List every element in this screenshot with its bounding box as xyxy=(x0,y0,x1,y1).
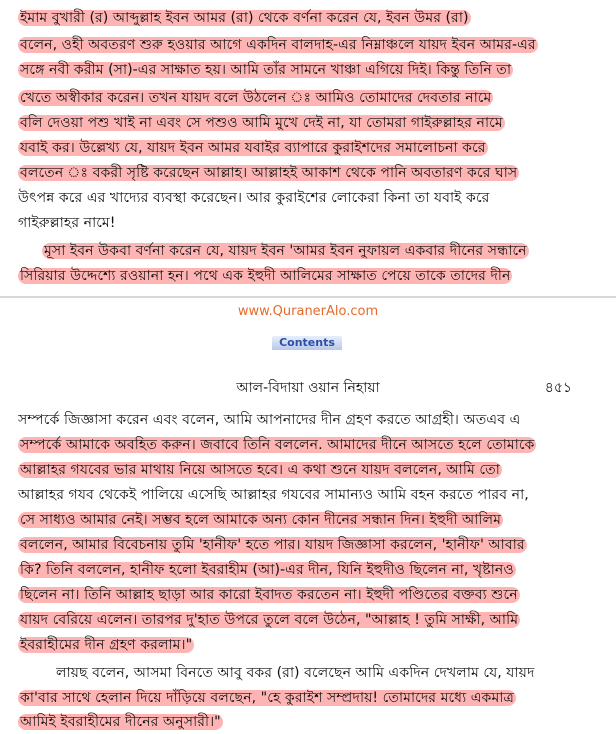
line-text: আল্লাহর গযবের ভার মাথায় নিয়ে আসতে হবে। এ কথা শুনে যায়দ বললেন, আমি তো xyxy=(20,462,500,478)
line-text: খেতে অস্বীকার করেন। তখন যায়দ বলে উঠলেন ঃ আমিও তোমাদের দেবতার নামে xyxy=(20,90,492,106)
line-text: আল্লাহর গযব থেকেই পালিয়ে এসেছি আল্লাহর গযবের সামান্যও আমি বহন করতে পারব না, xyxy=(18,487,529,503)
line-text: ইবরাহীমের দীন গ্রহণ করলাম।" xyxy=(20,637,193,653)
line-text: যবাই কর। উল্লেখ্য যে, যায়দ ইবন আমর যবাইর ব্যাপারে কুরাইশদের সমালোচনা করে xyxy=(20,140,486,156)
text-line xyxy=(18,435,603,455)
text-line xyxy=(18,485,603,505)
line-text: উৎপন্ন করে এর খাদ্যের ব্যবস্থা করেছেন। আর কুরাইশের লোকেরা কিনা তা যবাই করে xyxy=(18,190,490,206)
line-text: সম্পর্কে জিজ্ঞাসা করেন এবং বলেন, আমি আপনাদের দীন গ্রহণ করতে আগ্রহী। অতএব এ xyxy=(18,412,521,428)
contents-link[interactable]: Contents xyxy=(272,336,342,350)
page-number: ৪৫১ xyxy=(544,380,572,396)
text-line xyxy=(18,460,603,480)
text-line xyxy=(18,113,603,133)
text-line xyxy=(18,60,603,80)
text-line xyxy=(18,510,603,530)
line-text: যায়দ বেরিয়ে এলেন। তারপর দু'হাত উপরে তুলে বলে উঠেন, "আল্লাহ ! তুমি সাক্ষী, আমি xyxy=(20,612,519,628)
text-line xyxy=(18,585,603,605)
line-text: বললেন, আমার বিবেচনায় তুমি 'হানীফ' হতে পার। যায়দ জিজ্ঞাসা করলেন, 'হানীফ' আবার xyxy=(20,537,525,553)
text-line xyxy=(18,535,603,555)
text-line xyxy=(56,663,604,683)
book-title-header: আল-বিদায়া ওয়ান নিহায়া xyxy=(236,380,380,396)
line-text: সঙ্গে নবী করীম (সা)-এর সাক্ষাত হয়। আমি তাঁর সামনে খাঞ্চা এগিয়ে দিই। কিন্তু তিনি তা xyxy=(20,62,512,78)
line-text: গাইরুল্লাহর নামে! xyxy=(18,215,116,231)
line-text: সে সাধ্যও আমার নেই। সম্ভব হলে আমাকে অন্য কোন দীনের সন্ধান দিন। ইহুদী আলিম xyxy=(20,512,502,528)
line-text: লায়ছ বলেন, আসমা বিনতে আবু বকর (রা) বলেছেন আমি একদিন দেখলাম যে, যায়দ xyxy=(56,665,535,681)
line-text: বলতেন ঃ বকরী সৃষ্টি করেছেন আল্লাহ। আল্লাহই আকাশ থেকে পানি অবতারণ করে ঘাস xyxy=(20,165,518,181)
line-text: সম্পর্কে আমাকে অবহিত করুন। জবাবে তিনি বললেন. আমাদের দীনে আসতে হলে তোমাকে xyxy=(20,437,535,453)
text-line xyxy=(18,163,603,183)
line-text: আমিই ইবরাহীমের দীনের অনুসারী।" xyxy=(20,714,221,730)
text-line xyxy=(18,410,603,430)
line-text: মূসা ইবন উকবা বর্ণনা করেন যে, যায়দ ইবন 'আমর ইবন নুফায়ল একবার দীনের সন্ধানে xyxy=(44,243,527,259)
text-line xyxy=(18,712,603,732)
line-text: সিরিয়ার উদ্দেশ্যে রওয়ানা হন। পথে এক ইহুদী আলিমের সাক্ষাত পেয়ে তাকে তাদের দীন xyxy=(20,268,511,284)
line-text: ছিলেন না। তিনি আল্লাহ ছাড়া আর কারো ইবাদত করতেন না। ইহুদী পণ্ডিতের বক্তব্য শুনে xyxy=(20,587,518,603)
line-text: কি? তিনি বললেন, হানীফ হলো ইবরাহীম (আ)-এর দীন, যিনি ইহুদীও ছিলেন না, খৃষ্টানও xyxy=(20,562,514,578)
top-page-scan xyxy=(0,0,616,296)
bottom-page-scan xyxy=(0,350,616,734)
text-line xyxy=(18,188,603,208)
text-line xyxy=(18,610,603,630)
text-line xyxy=(18,88,603,108)
website-watermark: www.QuranerAlo.com xyxy=(237,304,379,319)
line-text: বলি দেওয়া পশু খাই না এবং সে পশুও আমি মুখে দেই না, যা তোমরা গাইরুল্লাহর নামে xyxy=(20,115,503,131)
text-line xyxy=(42,241,604,261)
text-line xyxy=(18,213,603,233)
text-line xyxy=(18,635,603,655)
text-line xyxy=(18,688,603,708)
text-line xyxy=(18,138,603,158)
text-line xyxy=(18,560,603,580)
text-line xyxy=(18,266,603,286)
page-separator xyxy=(0,296,616,352)
line-text: বলেন, ওহী অবতরণ শুরু হওয়ার আগে একদিন বালদাহ-এর নিম্নাঞ্চলে যায়দ ইবন আমর-এর xyxy=(20,37,536,53)
text-line xyxy=(18,8,603,28)
line-text: ইমাম বুখারী (র) আব্দুল্লাহ ইবন আমর (রা) থেকে বর্ণনা করেন যে, ইবন উমর (রা) xyxy=(20,10,469,26)
text-line xyxy=(18,35,603,55)
line-text: কা'বার সাথে হেলান দিয়ে দাঁড়িয়ে বলছেন, "হে কুরাইশ সম্প্রদায়! তোমাদের মধ্যে একমাত্র xyxy=(20,690,514,706)
